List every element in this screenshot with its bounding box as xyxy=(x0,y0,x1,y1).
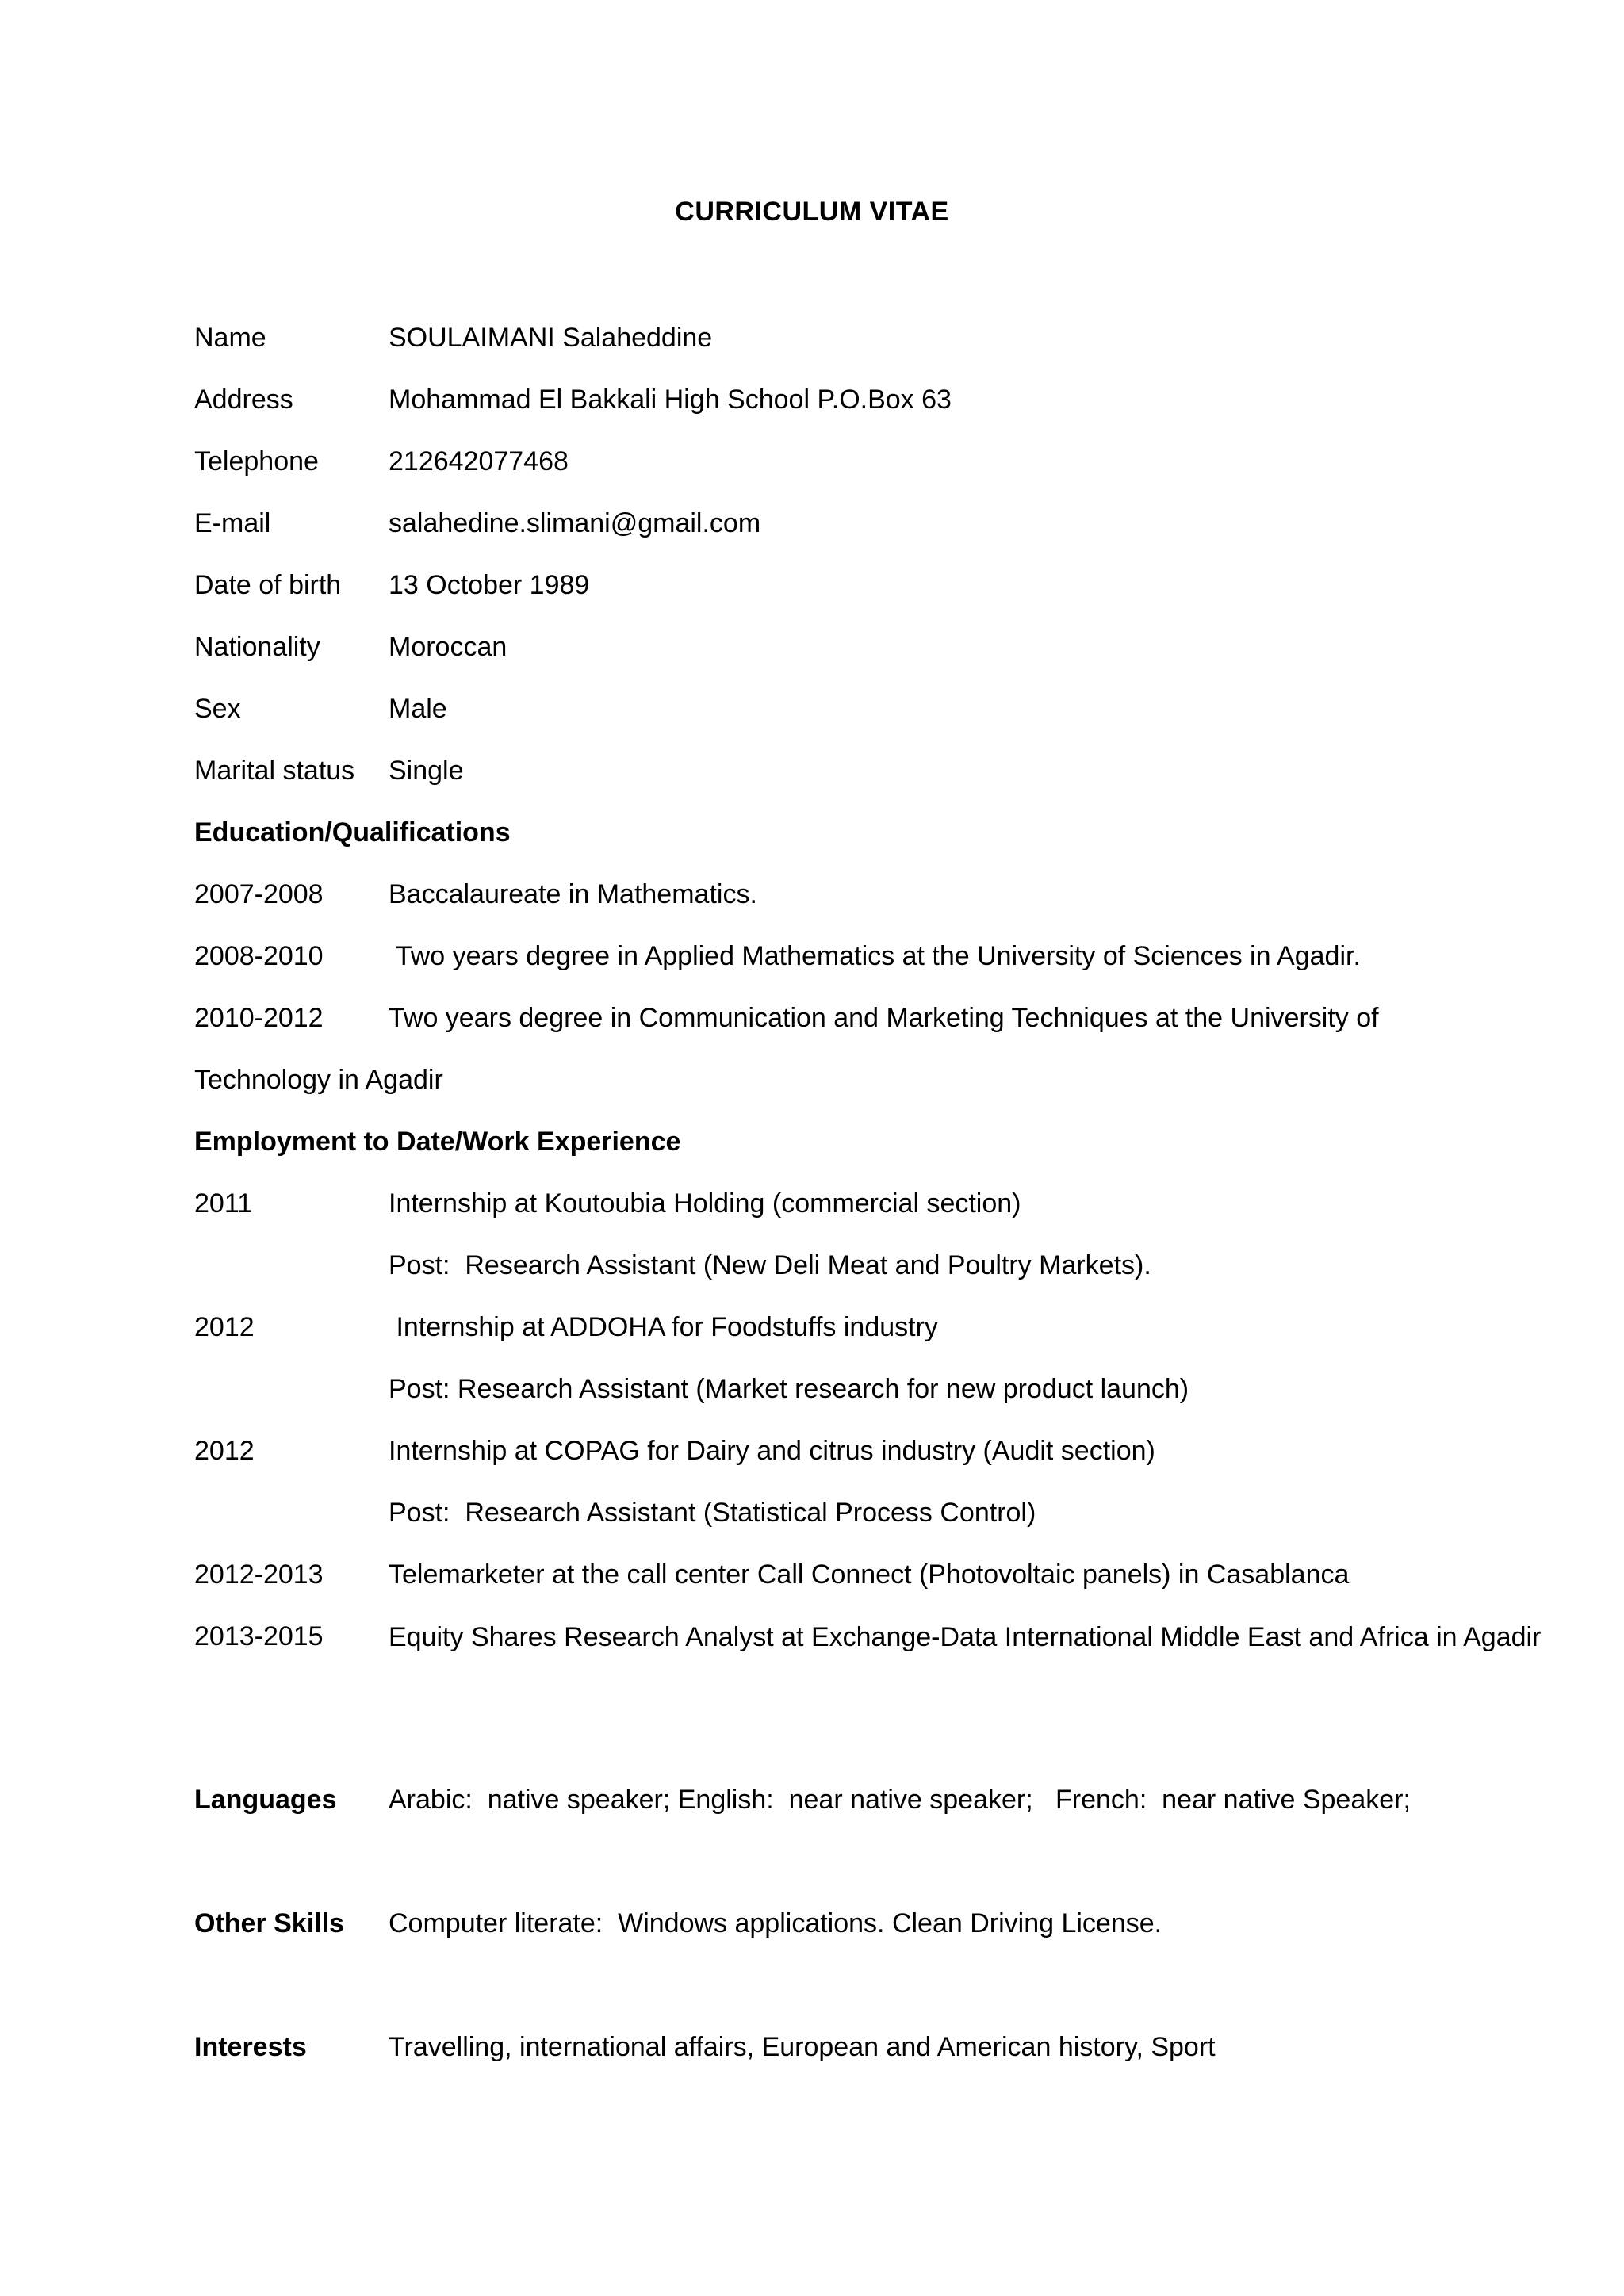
employment-text: Internship at ADDOHA for Foodstuffs industry xyxy=(389,1312,938,1342)
document-title: CURRICULUM VITAE xyxy=(675,197,949,227)
employment-item xyxy=(194,1617,1542,1705)
field-label: Address xyxy=(194,385,293,415)
education-text: Two years degree in Applied Mathematics at the University of Sciences in Agadir. xyxy=(389,941,1361,971)
section-heading-education: Education/Qualifications xyxy=(194,817,511,848)
languages-value: Arabic: native speaker; English: near native speaker; French: near native Speaker; xyxy=(389,1785,1411,1815)
employment-period: 2012 xyxy=(194,1312,255,1342)
employment-text: Telemarketer at the call center Call Connect (Photovoltaic panels) in Casablanca xyxy=(389,1559,1350,1590)
employment-text: Equity Shares Research Analyst at Exchange-Data International Middle East and Africa in Agadir xyxy=(389,1622,1542,1652)
employment-period: 2012 xyxy=(194,1436,255,1466)
employment-period: 2012-2013 xyxy=(194,1559,324,1590)
other-skills-label: Other Skills xyxy=(194,1908,344,1938)
field-value: Single xyxy=(389,756,464,786)
education-continuation: Technology in Agadir xyxy=(194,1065,443,1095)
education-text: Baccalaureate in Mathematics. xyxy=(389,879,757,909)
education-period: 2008-2010 xyxy=(194,941,324,971)
employment-post-text: Post: Research Assistant (New Deli Meat and Poultry Markets). xyxy=(389,1250,1151,1280)
field-label: E-mail xyxy=(194,508,271,538)
field-value: Male xyxy=(389,694,447,724)
field-value: Moroccan xyxy=(389,632,508,662)
employment-post-text: Post: Research Assistant (Statistical Process Control) xyxy=(389,1498,1036,1528)
field-label: Date of birth xyxy=(194,570,342,600)
field-label: Marital status xyxy=(194,756,355,786)
field-value: Mohammad El Bakkali High School P.O.Box 63 xyxy=(389,385,952,415)
employment-period: 2013-2015 xyxy=(194,1621,324,1651)
employment-post-text: Post: Research Assistant (Market research for new product launch) xyxy=(389,1374,1189,1404)
education-period: 2010-2012 xyxy=(194,1003,324,1033)
education-period: 2007-2008 xyxy=(194,879,324,909)
languages-label: Languages xyxy=(194,1785,337,1815)
interests-value: Travelling, international affairs, European and American history, Sport xyxy=(389,2032,1216,2062)
employment-text: Internship at Koutoubia Holding (commercial section) xyxy=(389,1188,1021,1219)
interests-label: Interests xyxy=(194,2032,307,2062)
field-value: 212642077468 xyxy=(389,446,569,476)
field-label: Nationality xyxy=(194,632,320,662)
employment-text: Internship at COPAG for Dairy and citrus industry (Audit section) xyxy=(389,1436,1155,1466)
education-text: Two years degree in Communication and Marketing Techniques at the University of xyxy=(389,1003,1379,1033)
field-label: Sex xyxy=(194,694,241,724)
employment-period: 2011 xyxy=(194,1188,253,1219)
field-value: 13 October 1989 xyxy=(389,570,590,600)
field-label: Telephone xyxy=(194,446,319,476)
section-heading-employment: Employment to Date/Work Experience xyxy=(194,1127,681,1157)
field-label: Name xyxy=(194,323,266,353)
other-skills-value: Computer literate: Windows applications. Clean Driving License. xyxy=(389,1908,1162,1938)
field-value: salahedine.slimani@gmail.com xyxy=(389,508,761,538)
field-value: SOULAIMANI Salaheddine xyxy=(389,323,713,353)
